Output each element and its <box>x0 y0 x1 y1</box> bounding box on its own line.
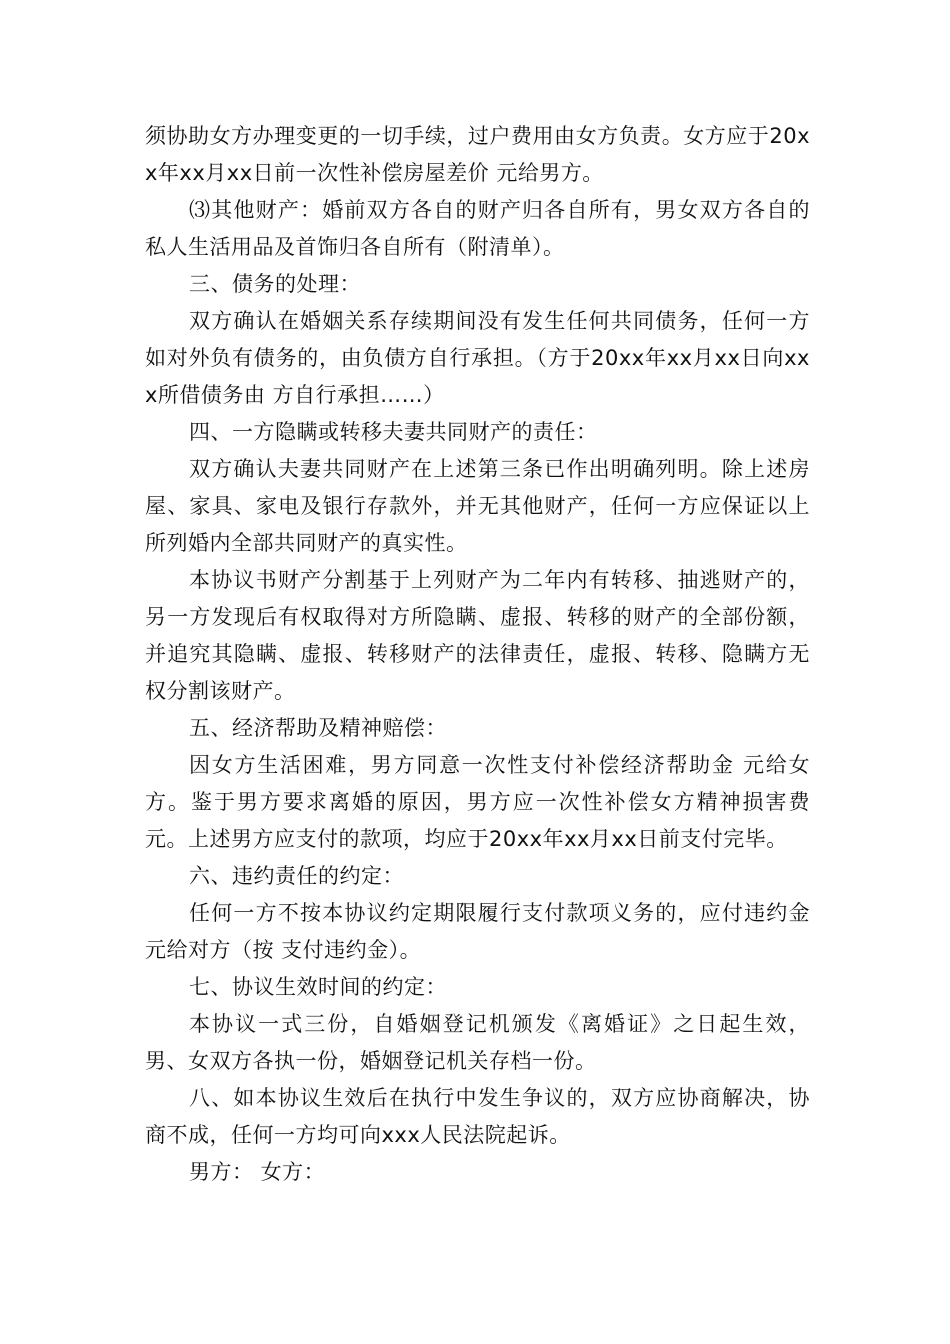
signature-line: 男方： 女方： <box>189 1160 326 1184</box>
paragraph-dispute: 八、如本协议生效后在执行中发生争议的，双方应协商解决，协商不成，任何一方均可向xxx人民法院起诉。 <box>145 1086 810 1147</box>
document-body <box>145 118 810 1191</box>
section-heading-debts: 三、债务的处理： <box>189 272 361 296</box>
section-heading-compensation: 五、经济帮助及精神赔偿： <box>189 716 447 740</box>
paragraph-debts: 双方确认在婚姻关系存续期间没有发生任何共同债务，任何一方如对外负有债务的，由负债方自行承担。（方于20xx年xx月xx日向xxx所借债务由 方自行承担……） <box>145 309 810 407</box>
paragraph-continuation: 须协助女方办理变更的一切手续，过户费用由女方负责。女方应于20xx年xx月xx日前一次性补偿房屋差价 元给男方。 <box>145 124 810 185</box>
section-heading-concealment: 四、一方隐瞒或转移夫妻共同财产的责任： <box>189 420 598 444</box>
paragraph-compensation: 因女方生活困难，男方同意一次性支付补偿经济帮助金 元给女方。鉴于男方要求离婚的原因，男方应一次性补偿女方精神损害费 元。上述男方应支付的款项，均应于20xx年xx月xx日前支付完毕。 <box>145 753 810 851</box>
paragraph-other-property: ⑶其他财产：婚前双方各自的财产归各自所有，男女双方各自的私人生活用品及首饰归各自所有（附清单）。 <box>145 198 810 259</box>
paragraph-breach: 任何一方不按本协议约定期限履行支付款项义务的，应付违约金 元给对方（按 支付违约金）。 <box>145 901 810 962</box>
paragraph-common-property: 双方确认夫妻共同财产在上述第三条已作出明确列明。除上述房屋、家具、家电及银行存款外，并无其他财产，任何一方应保证以上所列婚内全部共同财产的真实性。 <box>145 457 810 555</box>
section-heading-effective-date: 七、协议生效时间的约定： <box>189 975 447 999</box>
section-heading-breach: 六、违约责任的约定： <box>189 864 404 888</box>
paragraph-effective-date: 本协议一式三份，自婚姻登记机颁发《离婚证》之日起生效，男、女双方各执一份，婚姻登记机关存档一份。 <box>145 1012 810 1073</box>
paragraph-property-division: 本协议书财产分割基于上列财产为二年内有转移、抽逃财产的，另一方发现后有权取得对方所隐瞒、虚报、转移的财产的全部份额，并追究其隐瞒、虚报、转移财产的法律责任，虚报、转移、隐瞒方无权分割该财产。 <box>145 568 810 703</box>
